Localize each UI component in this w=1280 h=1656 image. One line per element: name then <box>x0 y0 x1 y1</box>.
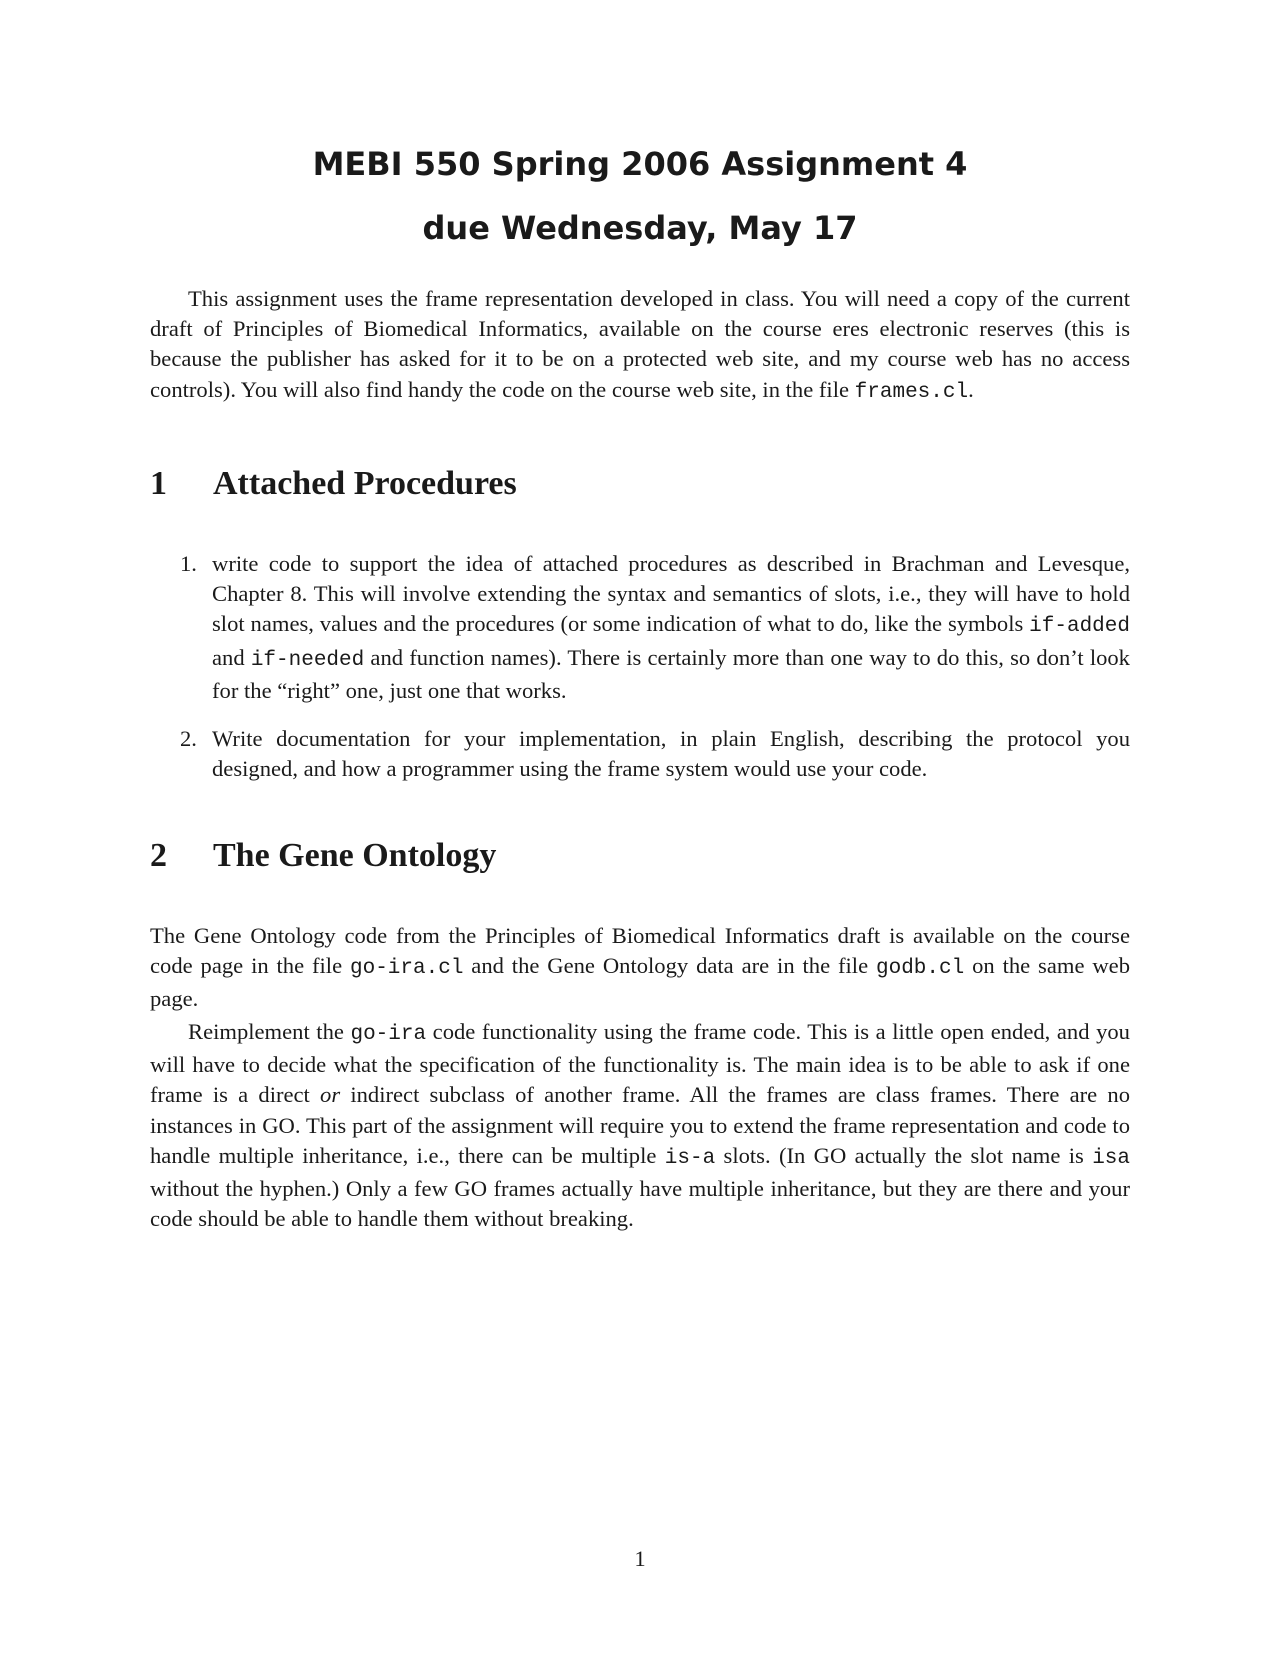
code-if-added: if-added <box>1029 615 1130 639</box>
code-go-ira: go-ira <box>350 1023 427 1046</box>
section-heading-gene-ontology: 2 The Gene Ontology <box>150 837 497 874</box>
file-name-frames: frames.cl <box>854 380 969 404</box>
code-is-a: is-a <box>664 1146 716 1170</box>
section-heading-attached-procedures: 1 Attached Procedures <box>150 465 517 502</box>
file-name-godb: godb.cl <box>876 957 965 981</box>
emphasis-or: or <box>320 1082 341 1108</box>
code-isa: isa <box>1092 1146 1130 1170</box>
document-due-date: due Wednesday, May 17 <box>422 209 858 247</box>
intro-paragraph: This assignment uses the frame representation developed in class. You will need a copy of the current draft of Principles of Biomedical Informatics, available on the course eres electronic reserves (this is because the publisher has asked for it to be on a protected web site, and my course web has no access controls). You will also find handy the code on the course web site, in the file frames.cl. <box>150 286 1130 404</box>
gene-ontology-paragraph-2: Reimplement the go-ira code functionality using the frame code. This is a little open ended, and you will have to decide what the specification of the functionality is. The main idea is to be able to ask if one frame is a direct or indirect subclass of another frame. All the frames are class frames. There are no instances in GO. This part of the assignment will require you to extend the frame representation and code to handle multiple inheritance, i.e., there can be multiple is-a slots. (In GO actually the slot name is isa without the hyphen.) Only a few GO frames actually have multiple inheritance, but they are there and your code should be able to handle them without breaking. <box>150 1019 1130 1232</box>
code-if-needed: if-needed <box>250 648 365 672</box>
attached-procedures-list <box>150 549 1130 784</box>
file-name-go-ira: go-ira.cl <box>350 957 464 981</box>
document-page <box>150 0 1130 1656</box>
page-number: 1 <box>634 1546 646 1571</box>
gene-ontology-paragraph-1: The Gene Ontology code from the Principles of Biomedical Informatics draft is available on the course code page in the file go-ira.cl and the Gene Ontology data are in the file godb.cl on the same web page. <box>150 923 1131 1012</box>
document-title: MEBI 550 Spring 2006 Assignment 4 <box>312 145 968 183</box>
list-item: 2. Write documentation for your implementation, in plain English, describing the protocol you designed, and how a programmer using the frame system would use your code. <box>180 726 1130 782</box>
list-item: 1. write code to support the idea of attached procedures as described in Brachman and Levesque, Chapter 8. This will involve extending the syntax and semantics of slots, i.e., they will have to hold slot names, values and the procedures (or some indication of what to do, like the symbols if-added and if-needed and function names). There is certainly more than one way to do this, so don’t look for the “right” one, just one that works. <box>180 551 1130 703</box>
